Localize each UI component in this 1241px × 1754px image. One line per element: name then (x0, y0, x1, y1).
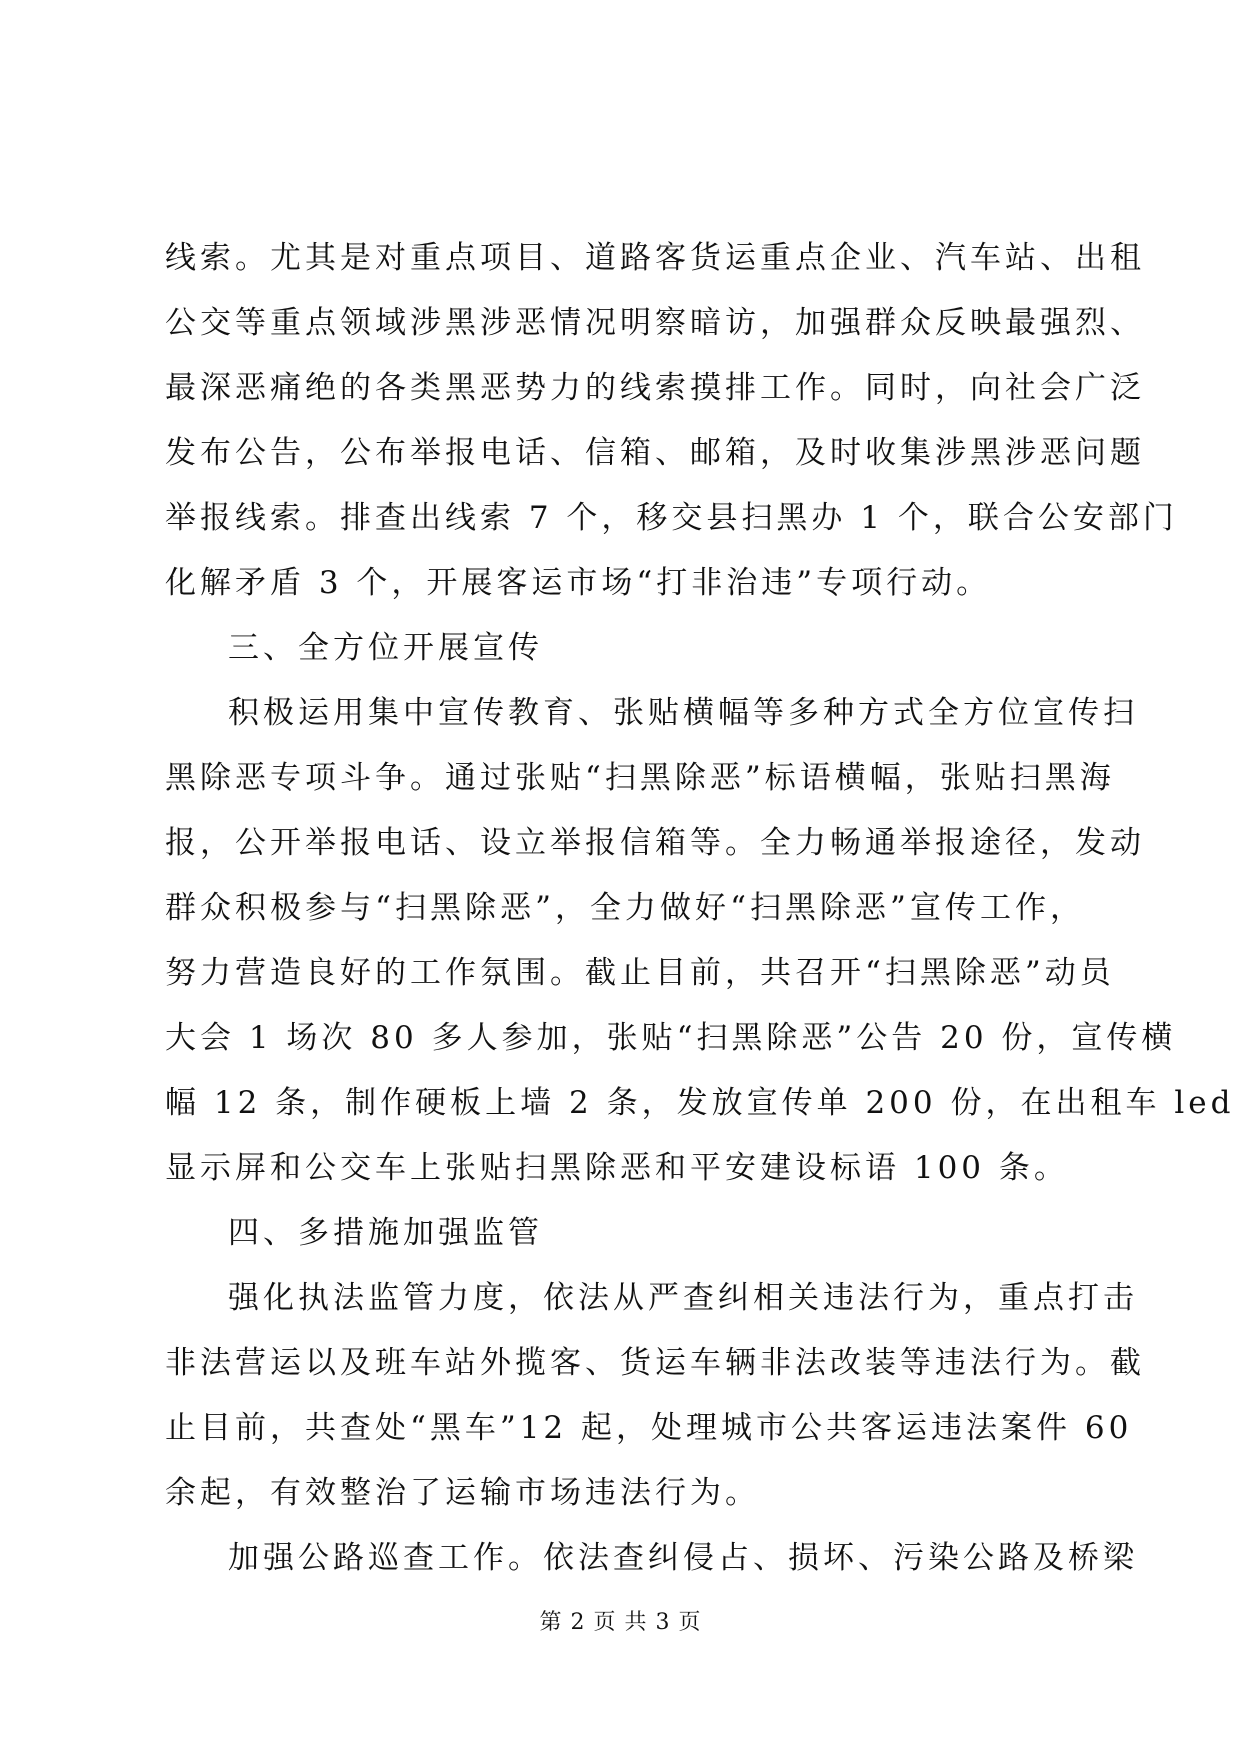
text-line: 余起，有效整治了运输市场违法行为。 (165, 1475, 760, 1511)
section-heading: 三、全方位开展宣传 (228, 630, 543, 666)
text-line: 发布公告，公布举报电话、信箱、邮箱，及时收集涉黑涉恶问题 (165, 435, 1145, 471)
text-line: 化解矛盾 3 个，开展客运市场“打非治违”专项行动。 (165, 565, 992, 601)
text-line: 公交等重点领域涉黑涉恶情况明察暗访，加强群众反映最强烈、 (165, 305, 1145, 341)
text-line: 加强公路巡查工作。依法查纠侵占、损坏、污染公路及桥梁 (228, 1540, 1138, 1576)
text-line: 线索。尤其是对重点项目、道路客货运重点企业、汽车站、出租 (165, 240, 1145, 276)
text-line: 举报线索。排查出线索 7 个，移交县扫黑办 1 个，联合公安部门 (165, 500, 1178, 536)
section-heading: 四、多措施加强监管 (228, 1215, 543, 1251)
text-line: 止目前，共查处“黑车”12 起，处理城市公共客运违法案件 60 (165, 1410, 1133, 1446)
text-line: 黑除恶专项斗争。通过张贴“扫黑除恶”标语横幅，张贴扫黑海 (165, 760, 1115, 796)
text-line: 努力营造良好的工作氛围。截止目前，共召开“扫黑除恶”动员 (165, 955, 1115, 991)
text-line: 显示屏和公交车上张贴扫黑除恶和平安建设标语 100 条。 (165, 1150, 1069, 1186)
text-line: 积极运用集中宣传教育、张贴横幅等多种方式全方位宣传扫 (228, 695, 1138, 731)
text-line: 非法营运以及班车站外揽客、货运车辆非法改装等违法行为。截 (165, 1345, 1145, 1381)
text-line: 最深恶痛绝的各类黑恶势力的线索摸排工作。同时，向社会广泛 (165, 370, 1145, 406)
text-line: 群众积极参与“扫黑除恶”，全力做好“扫黑除恶”宣传工作， (165, 890, 1085, 926)
page-number-label: 第 2 页 共 3 页 (539, 1610, 702, 1635)
text-line: 幅 12 条，制作硬板上墙 2 条，发放宣传单 200 份，在出租车 led (165, 1085, 1235, 1121)
text-line: 大会 1 场次 80 多人参加，张贴“扫黑除恶”公告 20 份，宣传横 (165, 1020, 1177, 1056)
page-footer (0, 1606, 1241, 1640)
text-line: 强化执法监管力度，依法从严查纠相关违法行为，重点打击 (228, 1280, 1138, 1316)
document-body (165, 226, 1235, 1591)
text-line: 报，公开举报电话、设立举报信箱等。全力畅通举报途径，发动 (165, 825, 1145, 861)
